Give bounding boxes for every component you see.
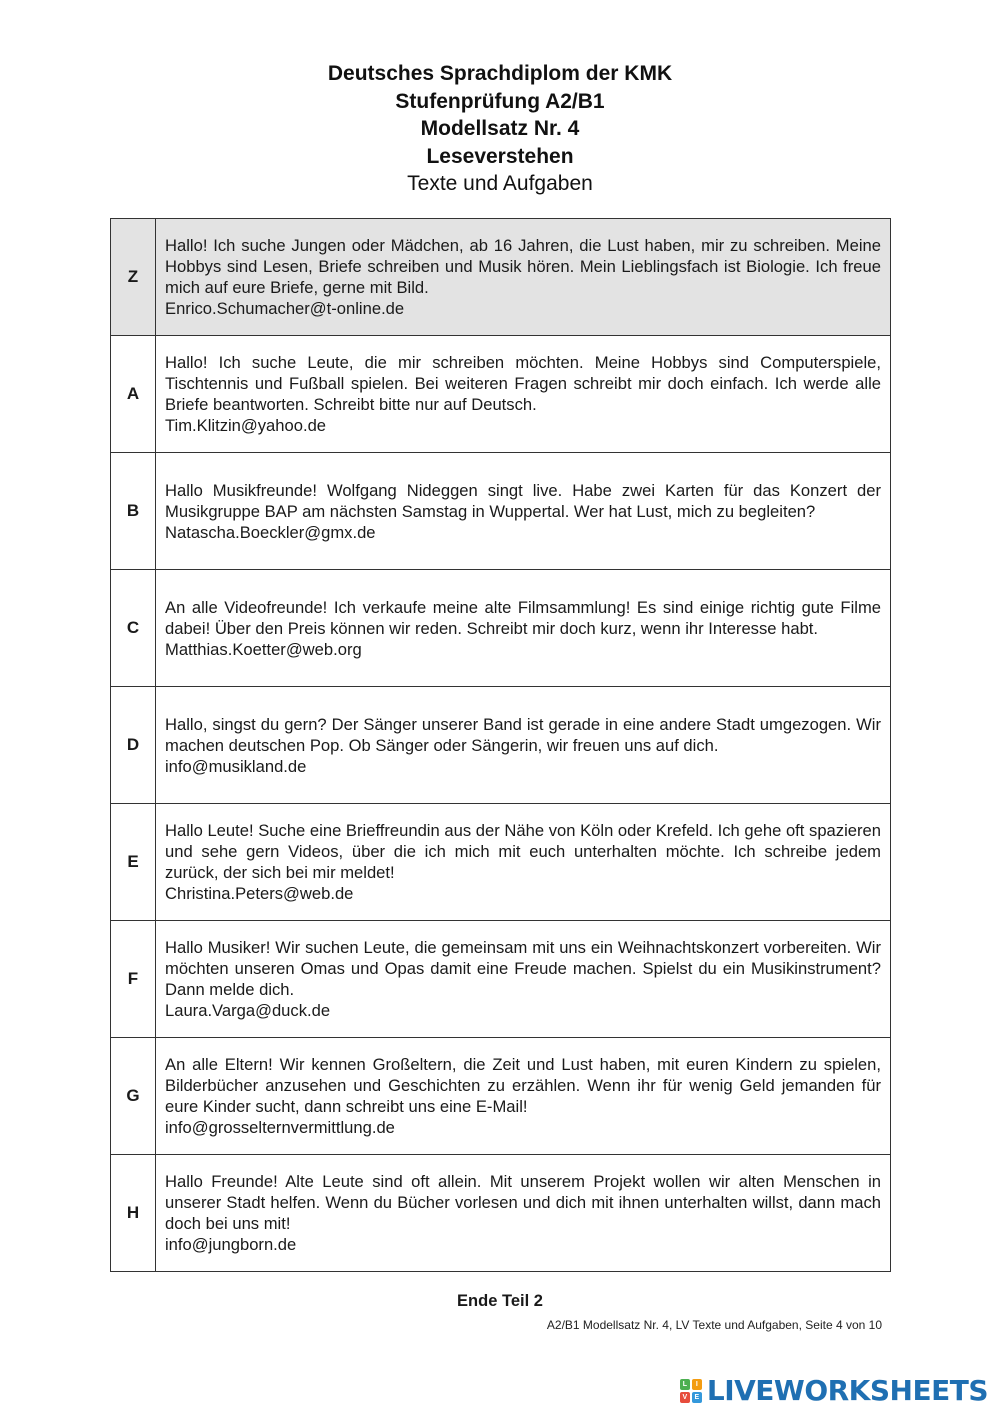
model-set: Modellsatz Nr. 4: [420, 117, 580, 140]
text-body-cell: [156, 219, 891, 336]
text-body-cell: [156, 336, 891, 453]
text-row: [111, 570, 891, 687]
text-email: Tim.Klitzin@yahoo.de: [165, 416, 327, 435]
text-email: info@musikland.de: [165, 756, 307, 776]
text-letter: G: [111, 1038, 156, 1155]
text-paragraph: Hallo Musikfreunde! Wolfgang Nideggen singt live. Habe zwei Karten für das Konzert der Musikgruppe BAP am nächsten Samstag in Wuppertal. Wer hat Lust, mich zu begleiten?: [165, 480, 881, 521]
text-row: [111, 1038, 891, 1155]
text-body-cell: [156, 804, 891, 921]
text-paragraph: Hallo Musiker! Wir suchen Leute, die gemeinsam mit uns ein Weihnachtskonzert vorbereiten. Wir möchten unseren Omas und Opas damit eine Freude machen. Spielst du ein Musikinstrument? Dann melde dich.: [165, 938, 881, 999]
text-letter: B: [111, 453, 156, 570]
liveworksheets-logo[interactable]: [680, 1374, 988, 1407]
section-subtitle: Texte und Aufgaben: [407, 172, 593, 195]
text-row: [111, 804, 891, 921]
text-body-cell: [156, 1155, 891, 1272]
text-letter: C: [111, 570, 156, 687]
text-paragraph: An alle Videofreunde! Ich verkaufe meine alte Filmsammlung! Es sind einige richtig gute Filme dabei! Über den Preis können wir reden. Schreibt mir doch kurz, wenn ihr Interesse habt.: [165, 597, 881, 638]
text-body-cell: [156, 687, 891, 804]
text-row: [111, 453, 891, 570]
logo-text: LIVEWORKSHEETS: [706, 1374, 988, 1407]
text-letter: Z: [111, 219, 156, 336]
text-letter: A: [111, 336, 156, 453]
text-paragraph: Hallo Freunde! Alte Leute sind oft allein. Mit unserem Projekt wollen wir alten Menschen in unserer Stadt helfen. Wenn du Bücher vorlesen und dich mit ihnen unterhalten willst, dann mach doch bei uns mit!: [165, 1172, 881, 1233]
document-header: [0, 60, 1000, 198]
text-email: Christina.Peters@web.de: [165, 884, 354, 903]
text-row: [111, 219, 891, 336]
exam-title: Deutsches Sprachdiplom der KMK: [327, 62, 673, 85]
text-letter: D: [111, 687, 156, 804]
logo-mark-icon: L I V E: [680, 1379, 702, 1403]
text-letter: E: [111, 804, 156, 921]
text-row: [111, 687, 891, 804]
text-paragraph: Hallo! Ich suche Leute, die mir schreiben möchten. Meine Hobbys sind Computerspiele, Tischtennis und Fußball spielen. Bei weiteren Fragen schreibt mir doch einfach. Ich werde alle Briefe beantworten. Schreibt bitte nur auf Deutsch.: [165, 353, 881, 414]
page-footer-note: A2/B1 Modellsatz Nr. 4, LV Texte und Aufgaben, Seite 4 von 10: [546, 1318, 882, 1332]
text-body-cell: [156, 570, 891, 687]
text-paragraph: Hallo Leute! Suche eine Brieffreundin aus der Nähe von Köln oder Krefeld. Ich gehe oft spazieren und sehe gern Videos, über die ich mich mit euch unterhalten möchte. Ich schreibe jedem zurück, der sich bei mir meldet!: [165, 821, 881, 882]
text-letter: F: [111, 921, 156, 1038]
texts-table: [110, 218, 891, 1272]
text-body-cell: [156, 921, 891, 1038]
end-of-part-label: Ende Teil 2: [457, 1292, 543, 1310]
text-body-cell: [156, 453, 891, 570]
text-email: Laura.Varga@duck.de: [165, 1001, 331, 1020]
text-paragraph: Hallo! Ich suche Jungen oder Mädchen, ab 16 Jahren, die Lust haben, mir zu schreiben. Meine Hobbys sind Lesen, Briefe schreiben und Musik hören. Mein Lieblingsfach ist Biologie. Ich freue mich auf eure Briefe, gerne mit Bild.: [165, 236, 881, 297]
text-row: [111, 921, 891, 1038]
text-body-cell: [156, 1038, 891, 1155]
text-email: Enrico.Schumacher@t-online.de: [165, 299, 405, 318]
text-email: Matthias.Koetter@web.org: [165, 639, 362, 659]
text-email: info@grosselternvermittlung.de: [165, 1118, 395, 1137]
exam-level: Stufenprüfung A2/B1: [395, 89, 605, 113]
text-row: [111, 336, 891, 453]
text-paragraph: An alle Eltern! Wir kennen Großeltern, die Zeit und Lust haben, mit euren Kindern zu spielen, Bilderbücher anzusehen und Geschichten zu erzählen. Wenn ihr für wenig Geld jemanden für eure Kinder sucht, dann schreibt uns eine E-Mail!: [165, 1055, 881, 1116]
text-paragraph: Hallo, singst du gern? Der Sänger unserer Band ist gerade in eine andere Stadt umgezogen. Wir machen deutschen Pop. Ob Sänger oder Sängerin, wir freuen uns auf dich.: [165, 714, 881, 755]
section-title: Leseverstehen: [426, 144, 574, 168]
text-email: info@jungborn.de: [165, 1235, 297, 1254]
text-row: [111, 1155, 891, 1272]
text-email: Natascha.Boeckler@gmx.de: [165, 522, 376, 542]
text-letter: H: [111, 1155, 156, 1272]
